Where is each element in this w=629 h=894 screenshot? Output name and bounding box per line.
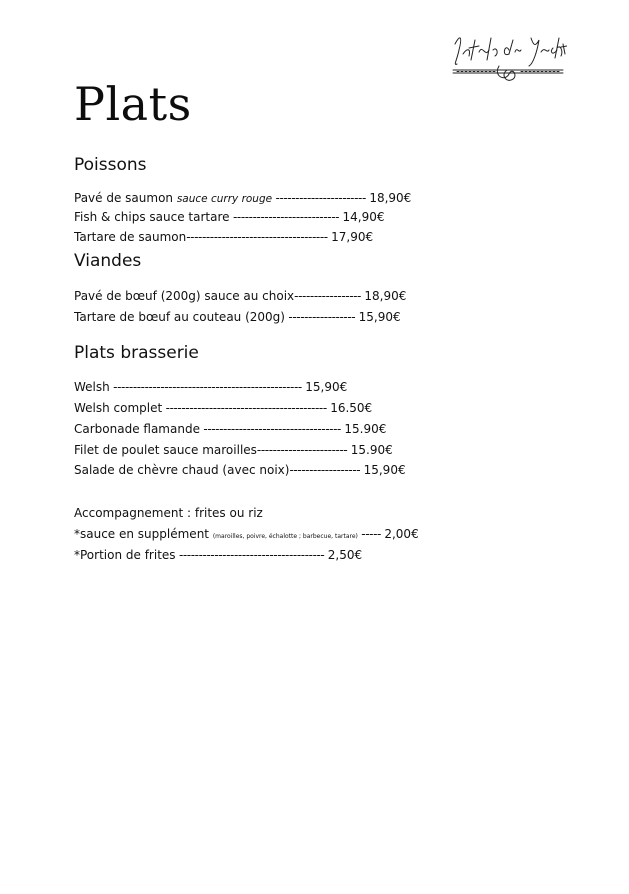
item-price: 17,90€ [331,230,374,244]
item-separator: --------------------------- [229,210,343,224]
item-separator: ----------------------- [256,443,351,457]
menu-item [74,379,434,395]
menu-item [74,229,434,245]
menu-item [74,190,434,207]
item-name: Fish & chips sauce tartare [74,210,230,224]
item-price: 15,90€ [363,463,406,477]
menu-item [74,462,434,478]
menu-item [74,421,434,437]
item-price: 14,90€ [342,210,385,224]
item-separator: ------------------------------------------------ [109,380,306,394]
item-name: Welsh [74,380,110,394]
item-separator: ----------------- [294,289,365,303]
item-separator: ----------------------- [272,191,370,205]
extra-fries [74,547,434,563]
item-note: sauce curry rouge [176,193,273,205]
logo-graphic [449,30,567,88]
menu-item [74,288,434,304]
page-title: Plats [74,77,192,131]
menu-item [74,400,434,416]
item-price: 15.90€ [344,422,387,436]
item-separator: ------------------ [289,463,364,477]
item-name: Welsh complet [74,401,163,415]
accompaniment-note: Accompagnement : frites ou riz [74,506,263,520]
item-price: 15,90€ [358,310,401,324]
item-name: Salade de chèvre chaud (avec noix) [74,463,290,477]
extra-sauce [74,526,434,545]
menu-item [74,309,434,325]
item-price: 2,50€ [327,548,363,562]
item-name: Filet de poulet sauce maroilles [74,443,257,457]
item-price: 16.50€ [330,401,373,415]
section-title-plats-brasserie: Plats brasserie [74,343,199,363]
item-price: 15.90€ [350,443,393,457]
item-name: Carbonade flamande [74,422,200,436]
item-name: *Portion de frites [74,548,176,562]
item-separator: ----------------------------------------- [162,401,331,415]
menu-item [74,209,434,225]
item-name: Tartare de saumon [74,230,187,244]
item-name: Pavé de bœuf (200g) sauce au choix [74,289,295,303]
menu-item [74,442,434,458]
item-separator: ------------------------------------ [186,230,332,244]
item-name: Pavé de saumon [74,191,177,205]
item-separator: ----------------- [284,310,359,324]
item-name: Tartare de bœuf au couteau (200g) [74,310,285,324]
item-price: 18,90€ [364,289,407,303]
svg-text:La table du Yacht: La table du Yacht [449,30,458,31]
section-title-poissons: Poissons [74,155,147,175]
item-price: 18,90€ [369,191,412,205]
item-price: 15,90€ [305,380,348,394]
item-name: *sauce en supplément [74,527,213,541]
restaurant-logo [449,30,567,88]
item-separator: ----- [357,527,385,541]
item-price: 2,00€ [384,527,419,541]
section-title-viandes: Viandes [74,251,142,271]
item-separator: ----------------------------------- [199,422,345,436]
item-separator: ------------------------------------- [175,548,328,562]
item-note: (maroilles, poivre, échalotte ; barbecue, tartare) [212,533,358,540]
